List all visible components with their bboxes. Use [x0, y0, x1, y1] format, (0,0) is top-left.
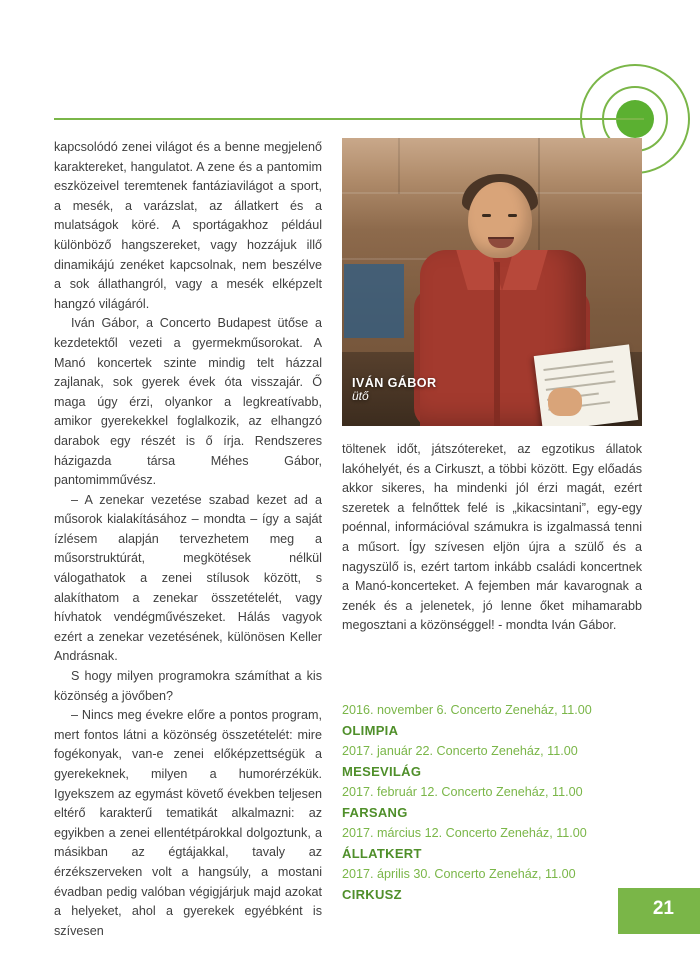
- wall-detail: [398, 138, 400, 194]
- event-title: FARSANG: [342, 805, 408, 820]
- paper-text-line: [545, 370, 615, 381]
- page-number: 21: [652, 898, 674, 919]
- person-hand: [548, 388, 582, 416]
- event-date: 2017. január 22. Concerto Zeneház, 11.00: [342, 744, 578, 758]
- paragraph: S hogy milyen programokra számíthat a kis közönség a jövőben?: [54, 669, 322, 703]
- shirt-placket: [494, 262, 500, 426]
- caption-role: ütő: [352, 389, 369, 404]
- person-eye-left: [482, 214, 491, 217]
- background-object: [344, 264, 404, 338]
- paragraph: kapcsolódó zenei világot és a benne megjelenő karaktereket, hangulatot. A zene és a pantomim eszközeivel teremtenek fantáziavilágot a sport, a mesék, a varázslat, az állatkert és a mulatságok köré. A sportágakhoz például különböző hangszereket, vagy hozzájuk illő dinamikájú zenéket kapcsolnak, nem beszélve a sok állathangról, vagy a mesék elképzelt hangzó világáról.: [54, 140, 322, 311]
- event-item: [342, 782, 642, 823]
- event-item: [342, 741, 642, 782]
- left-text-column: [54, 138, 322, 941]
- paragraph: – A zenekar vezetése szabad kezet ad a műsorok kialakításához – mondta – így a saját ízlésem alapján tervezhetem meg a műsorstruktúrát, megkötések nélkül válogathatok a zenei stílusok között, s alakíthatom a zenekar összetételét, vagy hívhatok vendégművészeket. Hálás vagyok ezért a zenekar vezetésének, különösen Keller Andrásnak.: [54, 492, 322, 664]
- paragraph: töltenek időt, játszótereket, az egzotikus állatok lakóhelyét, és a Cirkuszt, a többi között. Egy előadás akkor sikeres, ha mindenki jól érzi magát, ezért szeretek a felnőttek felé is „kikacsintani”, egy-egy poénnal, információval számukra is izgalmassá tenni a műsort. Így szívesen eljön újra a szülő és a nagyszülő is, ezért tartom inkább családi koncertnek a Manó-koncerteket. A fejemben már kavarognak a zenék és a jelenetek, jó lenne őket mihamarabb megosztani a közönséggel! - mondta Iván Gábor.: [342, 442, 642, 633]
- paragraph: Iván Gábor, a Concerto Budapest ütőse a kezdetektől vezeti a gyermekműsorokat. A Manó koncertek szinte mindig telt házzal zajlanak, sok gyerek évek óta visszajár. Ő maga úgy érzi, olyankor a legkreatívabb, amikor gyerekekkel foglalkozik, az elhangzó darabok egy részét is ő írja. Rendszeres házigazda társa Méhes Gábor, pantomimművész.: [54, 316, 322, 488]
- header-rule: [54, 118, 644, 120]
- photo-caption: [352, 376, 436, 404]
- event-date: 2017. február 12. Concerto Zeneház, 11.00: [342, 785, 583, 799]
- wall-detail: [538, 138, 540, 268]
- event-item: [342, 864, 642, 905]
- right-text-column: [342, 440, 642, 636]
- event-title: OLIMPIA: [342, 723, 399, 738]
- caption-name: IVÁN GÁBOR: [352, 376, 437, 390]
- events-list: [342, 700, 642, 905]
- person-eye-right: [508, 214, 517, 217]
- paper-text-line: [543, 361, 613, 372]
- event-item: [342, 823, 642, 864]
- event-title: CIRKUSZ: [342, 887, 402, 902]
- event-title: ÁLLATKERT: [342, 846, 422, 861]
- event-date: 2017. április 30. Concerto Zeneház, 11.00: [342, 867, 576, 881]
- event-title: MESEVILÁG: [342, 764, 422, 779]
- event-date: 2017. március 12. Concerto Zeneház, 11.00: [342, 826, 587, 840]
- event-item: [342, 700, 642, 741]
- event-date: 2016. november 6. Concerto Zeneház, 11.00: [342, 703, 592, 717]
- paragraph: – Nincs meg évekre előre a pontos program, mert fontos látni a közönség összetételét: mire fogékonyak, van-e zenei előképzettségük a gyerekeknek, milyen a humorérzékük. Igyekszem az egymást követő években teljesen eltérő karakterű tematikát alkalmazni: az egyikben a zenei ellentétpárokkal dolgoztunk, a másikban az égtájakkal, tavaly az érzékszerveken volt a hangsúly, a mostani évadban pedig valóban végigjárjuk majd azokat a helyeket, ahol a gyerekek egyébként is szívesen: [54, 708, 322, 938]
- sheet-of-paper: [534, 344, 639, 426]
